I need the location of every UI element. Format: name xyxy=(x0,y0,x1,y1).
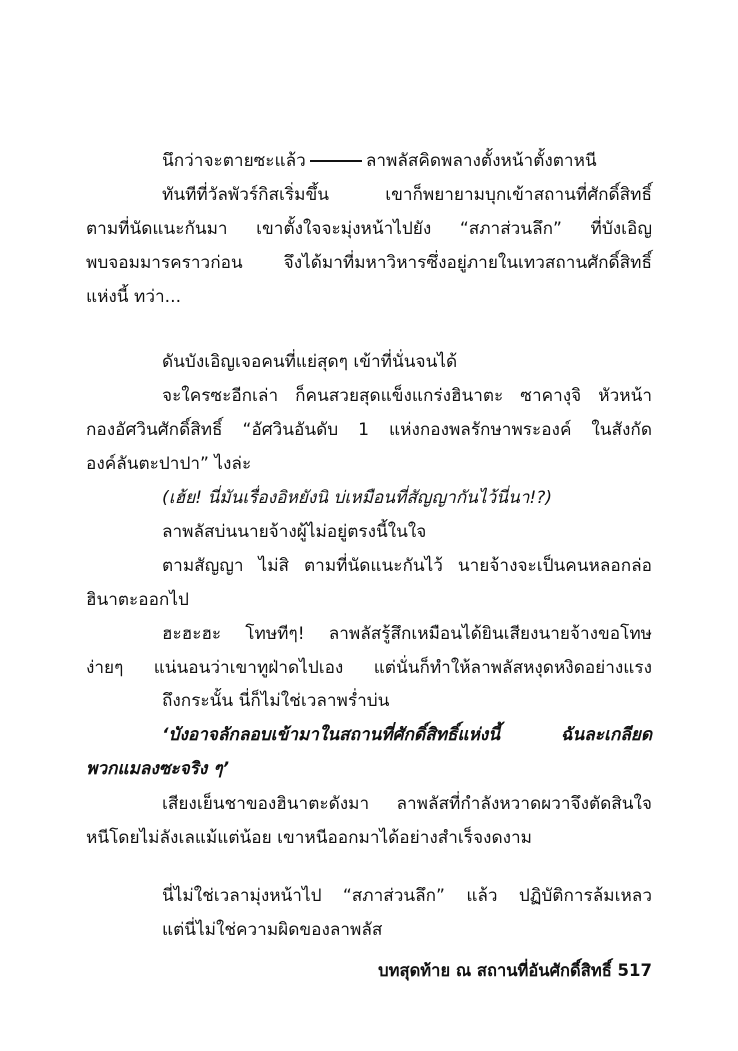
page-number: 517 xyxy=(617,961,652,980)
text-span: ลาพลัสคิดพลางตั้งหน้าตั้งตาหนี xyxy=(365,151,597,171)
paragraph-line: ตามสัญญา ไม่สิ ตามที่นัดแนะกันไว้ นายจ้างจะเป็นคนหลอกล่อ xyxy=(162,556,652,576)
paragraph-line: หนีโดยไม่ลังเลแม้แต่น้อย เขาหนีออกมาได้อย่างสำเร็จงดงาม xyxy=(86,828,532,848)
paragraph-line: พบจอมมารคราวก่อน จึงได้มาที่มหาวิหารซึ่งอยู่ภายในเทวสถานศักดิ์สิทธิ์ xyxy=(86,253,652,273)
em-dash xyxy=(310,160,362,162)
paragraph-line-quote: พวกแมลงซะจริง ๆ’ xyxy=(86,759,230,779)
paragraph-line: ลาพลัสบ่นนายจ้างผู้ไม่อยู่ตรงนี้ในใจ xyxy=(162,522,427,542)
paragraph-line: นี่ไม่ใช่เวลามุ่งหน้าไป “สภาส่วนลึก” แล้ว ปฏิบัติการล้มเหลว xyxy=(162,886,652,906)
paragraph-line: แต่นี่ไม่ใช่ความผิดของลาพลัส xyxy=(162,920,383,940)
text-span: นึกว่าจะตายซะแล้ว xyxy=(162,151,306,171)
paragraph-line: แห่งนี้ ทว่า... xyxy=(86,287,182,307)
paragraph-line: ดันบังเอิญเจอคนที่แย่สุดๆ เข้าที่นั่นจนได้ xyxy=(162,352,458,372)
paragraph-line: เสียงเย็นชาของฮินาตะดังมา ลาพลัสที่กำลังหวาดผวาจึงตัดสินใจ xyxy=(162,794,652,814)
running-footer xyxy=(378,957,652,985)
paragraph-line: องค์ลันตะปาปา” ไงล่ะ xyxy=(86,454,252,474)
paragraph-line: จะใครซะอีกเล่า ก็คนสวยสุดแข็งแกร่งฮินาตะ ซาคางุจิ หัวหน้า xyxy=(162,386,652,406)
paragraph-line: ฮินาตะออกไป xyxy=(86,590,189,610)
paragraph-line-thought: (เฮ้ย! นี่มันเรื่องอิหยังนิ บ่เหมือนที่สัญญากันไว้นี่นา!?) xyxy=(162,488,553,508)
paragraph-line: ตามที่นัดแนะกันมา เขาตั้งใจจะมุ่งหน้าไปยัง “สภาส่วนลึก” ที่บังเอิญ xyxy=(86,219,652,239)
paragraph-line-quote: ‘บังอาจลักลอบเข้ามาในสถานที่ศักดิ์สิทธิ์แห่งนี้ ฉันละเกลียด xyxy=(162,725,652,745)
chapter-title: บทสุดท้าย ณ สถานที่อันศักดิ์สิทธิ์ xyxy=(378,961,612,980)
paragraph-line: ถึงกระนั้น นี่ก็ไม่ใช่เวลาพร่ำบ่น xyxy=(162,691,390,711)
paragraph-line: ทันทีที่วัลพัวร์กิสเริ่มขึ้น เขาก็พยายามบุกเข้าสถานที่ศักดิ์สิทธิ์ xyxy=(162,185,652,205)
paragraph-line xyxy=(162,146,597,176)
paragraph-line: ง่ายๆ แน่นอนว่าเขาทูฝ่าดไปเอง แต่นั่นก็ทำให้ลาพลัสหงุดหงิดอย่างแรง xyxy=(86,658,652,678)
paragraph-line: ฮะฮะฮะ โทษทีๆ! ลาพลัสรู้สึกเหมือนได้ยินเสียงนายจ้างขอโทษ xyxy=(162,624,652,644)
paragraph-line: กองอัศวินศักดิ์สิทธิ์ “อัศวินอันดับ 1 แห่งกองพลรักษาพระองค์ ในสังกัด xyxy=(86,420,652,440)
